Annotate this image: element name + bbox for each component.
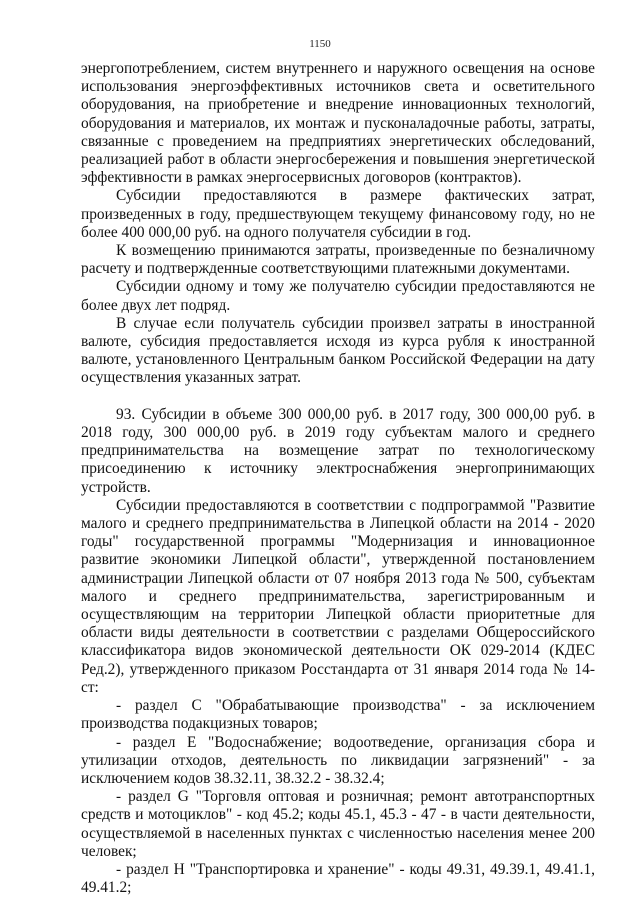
document-body xyxy=(81,60,595,897)
paragraph-reimbursement: К возмещению принимаются затраты, произведенные по безналичному расчету и подтвержденные соответствующими платежными документами. xyxy=(81,242,595,278)
list-item-section-c: - раздел C "Обрабатывающие производства" - за исключением производства подакцизных товаров; xyxy=(81,697,595,733)
list-item-section-e: - раздел E "Водоснабжение; водоотведение, организация сбора и утилизации отходов, деятельность по ликвидации загрязнений" - за исключением кодов 38.32.11, 38.32.2 - 38.32.4; xyxy=(81,733,595,787)
list-item-section-h: - раздел H "Транспортировка и хранение" - коды 49.31, 49.39.1, 49.41.1, 49.41.2; xyxy=(81,860,595,897)
paragraph-item-93: 93. Субсидии в объеме 300 000,00 руб. в 2017 году, 300 000,00 руб. в 2018 году, 300 000,00 руб. в 2019 году субъектам малого и среднего предпринимательства на возмещение затрат по технологическому присоединению к источнику электроснабжения энергопринимающих устройств. xyxy=(81,405,595,496)
paragraph-continuation: энергопотреблением, систем внутреннего и наружного освещения на основе использования энергоэффективных источников света и осветительного оборудования, на приобретение и внедрение инновационных технологий, оборудования и материалов, их монтаж и пусконаладочные работы, затраты, связанные с проведением на предприятиях энергетических обследований, реализацией работ в области энергосбережения и повышения энергетической эффективности в рамках энергосервисных договоров (контрактов). xyxy=(81,60,595,187)
list-item-section-g: - раздел G "Торговля оптовая и розничная; ремонт автотранспортных средств и мотоциклов" - код 45.2; коды 45.1, 45.3 - 47 - в части деятельности, осуществляемой в населенных пунктах с численностью населения менее 200 человек; xyxy=(81,788,595,860)
page-number: 1150 xyxy=(309,38,331,50)
paragraph-two-years: Субсидии одному и тому же получателю субсидии предоставляются не более двух лет подряд. xyxy=(81,278,595,314)
paragraph-foreign-currency: В случае если получатель субсидии произвел затраты в иностранной валюте, субсидия предоставляется исходя из курса рубля к иностранной валюте, установленного Центральным банком Российской Федерации на дату осуществления указанных затрат. xyxy=(81,314,595,387)
paragraph-program-basis: Субсидии предоставляются в соответствии с подпрограммой "Развитие малого и среднего предпринимательства в Липецкой области на 2014 - 2020 годы" государственной программы "Модернизация и инновационное развитие экономики Липецкой области", утвержденной постановлением администрации Липецкой области от 07 ноября 2013 года № 500, субъектам малого и среднего предпринимательства, зарегистрированным и осуществляющим на территории Липецкой области приоритетные для области виды деятельности в соответствии с разделами Общероссийского классификатора видов экономической деятельности ОК 029-2014 (КДЕС Ред.2), утвержденного приказом Росстандарта от 31 января 2014 года № 14-ст: xyxy=(81,496,595,696)
paragraph-subsidy-amount: Субсидии предоставляются в размере фактических затрат, произведенных в году, предшествующем текущему финансовому году, но не более 400 000,00 руб. на одного получателя субсидии в год. xyxy=(81,187,595,241)
